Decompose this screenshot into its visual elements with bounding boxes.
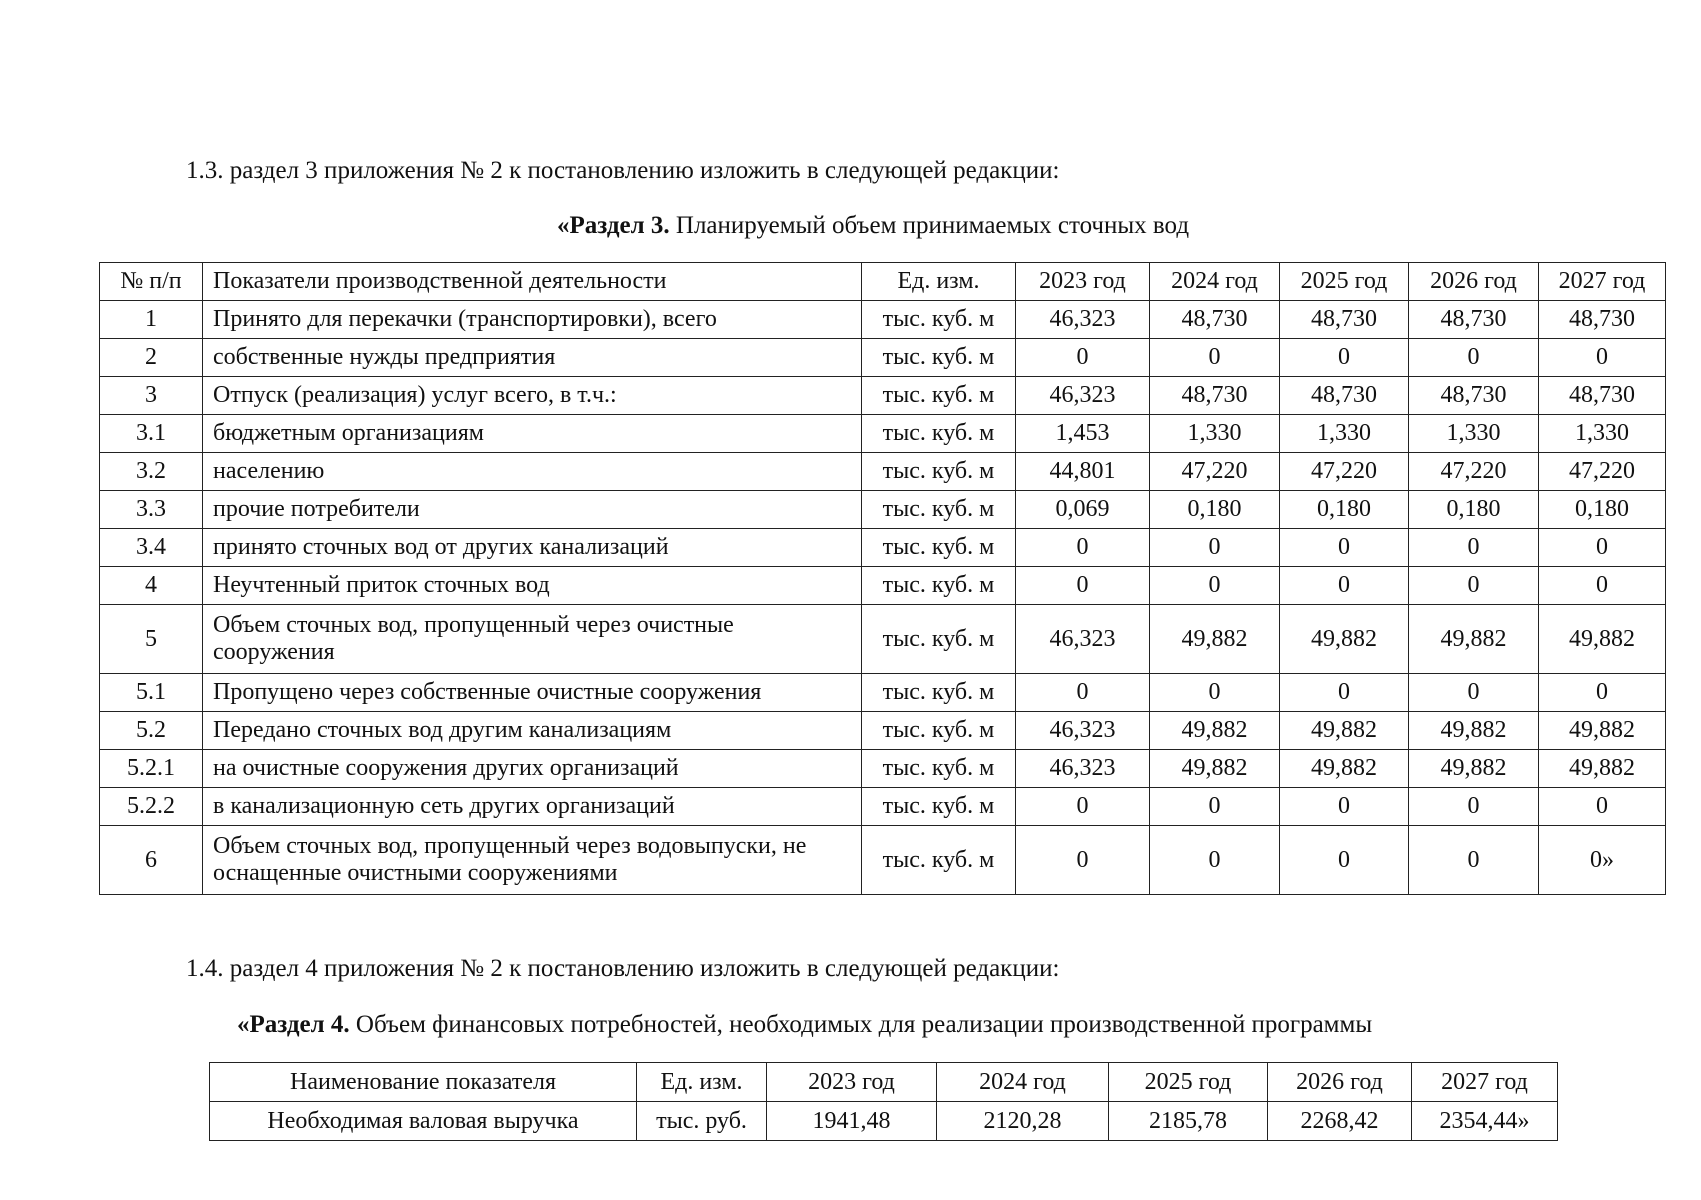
value-cell: 0 [1539, 567, 1666, 605]
indicator-name-cell: на очистные сооружения других организаций [203, 750, 862, 788]
value-cell: 0 [1016, 826, 1150, 895]
unit-cell: тыс. куб. м [862, 605, 1016, 674]
indicator-name-cell: Передано сточных вод другим канализациям [203, 712, 862, 750]
value-cell: 0 [1409, 567, 1539, 605]
value-cell: 49,882 [1409, 712, 1539, 750]
table-row [100, 567, 1666, 605]
row-number-cell: 5 [100, 605, 203, 674]
value-cell: 1,330 [1150, 415, 1280, 453]
value-cell: 0,180 [1539, 491, 1666, 529]
value-cell: 48,730 [1150, 377, 1280, 415]
unit-cell: тыс. руб. [637, 1102, 767, 1141]
value-cell: 46,323 [1016, 301, 1150, 339]
unit-cell: тыс. куб. м [862, 377, 1016, 415]
value-cell: 0 [1016, 529, 1150, 567]
row-number-cell: 3.4 [100, 529, 203, 567]
value-cell: 46,323 [1016, 750, 1150, 788]
value-cell: 2268,42 [1268, 1102, 1412, 1141]
indicator-name-cell: принято сточных вод от других канализаций [203, 529, 862, 567]
table-row [100, 491, 1666, 529]
value-cell: 0 [1409, 529, 1539, 567]
value-cell: 48,730 [1539, 377, 1666, 415]
value-cell: 44,801 [1016, 453, 1150, 491]
value-cell: 0 [1150, 674, 1280, 712]
value-cell: 0» [1539, 826, 1666, 895]
table-row [100, 377, 1666, 415]
row-number-cell: 1 [100, 301, 203, 339]
value-cell: 49,882 [1280, 750, 1409, 788]
value-cell: 48,730 [1409, 301, 1539, 339]
section-4-heading [237, 1010, 1372, 1040]
value-cell: 0 [1280, 788, 1409, 826]
value-cell: 47,220 [1280, 453, 1409, 491]
indicator-name-cell: бюджетным организациям [203, 415, 862, 453]
header-cell: 2025 год [1280, 263, 1409, 301]
wastewater-volume-table [99, 262, 1666, 895]
section-4-heading-bold: «Раздел 4. [237, 1011, 350, 1038]
table-row [100, 674, 1666, 712]
value-cell: 1,330 [1280, 415, 1409, 453]
value-cell: 49,882 [1150, 712, 1280, 750]
value-cell: 0 [1409, 788, 1539, 826]
value-cell: 0 [1539, 339, 1666, 377]
header-cell: 2027 год [1412, 1063, 1558, 1102]
value-cell: 0 [1016, 567, 1150, 605]
value-cell: 1,330 [1539, 415, 1666, 453]
header-cell: Показатели производственной деятельности [203, 263, 862, 301]
header-cell: Ед. изм. [862, 263, 1016, 301]
value-cell: 46,323 [1016, 712, 1150, 750]
header-cell: Наименование показателя [210, 1063, 637, 1102]
unit-cell: тыс. куб. м [862, 415, 1016, 453]
value-cell: 0 [1280, 529, 1409, 567]
indicator-name-cell: собственные нужды предприятия [203, 339, 862, 377]
table-header-row [100, 263, 1666, 301]
value-cell: 48,730 [1280, 301, 1409, 339]
section-3-heading [557, 211, 1189, 241]
table-row [100, 826, 1666, 895]
header-cell: № п/п [100, 263, 203, 301]
value-cell: 2120,28 [937, 1102, 1109, 1141]
unit-cell: тыс. куб. м [862, 788, 1016, 826]
header-cell: 2026 год [1268, 1063, 1412, 1102]
value-cell: 47,220 [1539, 453, 1666, 491]
row-number-cell: 5.2.2 [100, 788, 203, 826]
indicator-name-cell: Объем сточных вод, пропущенный через водовыпуски, не оснащенные очистными сооружениями [203, 826, 862, 895]
row-number-cell: 4 [100, 567, 203, 605]
row-number-cell: 5.2.1 [100, 750, 203, 788]
indicator-name-cell: Объем сточных вод, пропущенный через очистные сооружения [203, 605, 862, 674]
value-cell: 0 [1280, 339, 1409, 377]
table-row [100, 339, 1666, 377]
unit-cell: тыс. куб. м [862, 301, 1016, 339]
row-number-cell: 3.2 [100, 453, 203, 491]
value-cell: 48,730 [1280, 377, 1409, 415]
indicator-name-cell: прочие потребители [203, 491, 862, 529]
wastewater-table-body [100, 263, 1666, 895]
value-cell: 0,069 [1016, 491, 1150, 529]
indicator-name-cell: в канализационную сеть других организаций [203, 788, 862, 826]
header-cell: 2025 год [1109, 1063, 1268, 1102]
value-cell: 2354,44» [1412, 1102, 1558, 1141]
value-cell: 0 [1539, 529, 1666, 567]
value-cell: 49,882 [1409, 750, 1539, 788]
unit-cell: тыс. куб. м [862, 339, 1016, 377]
value-cell: 49,882 [1280, 605, 1409, 674]
value-cell: 0 [1150, 529, 1280, 567]
row-number-cell: 3.3 [100, 491, 203, 529]
value-cell: 0 [1280, 567, 1409, 605]
row-number-cell: 3.1 [100, 415, 203, 453]
row-number-cell: 2 [100, 339, 203, 377]
section-1-4-intro: 1.4. раздел 4 приложения № 2 к постановлению изложить в следующей редакции: [186, 955, 1060, 982]
value-cell: 46,323 [1016, 377, 1150, 415]
value-cell: 1,453 [1016, 415, 1150, 453]
unit-cell: тыс. куб. м [862, 712, 1016, 750]
value-cell: 0 [1409, 339, 1539, 377]
row-number-cell: 5.2 [100, 712, 203, 750]
value-cell: 0 [1150, 567, 1280, 605]
value-cell: 0 [1016, 788, 1150, 826]
value-cell: 49,882 [1539, 750, 1666, 788]
value-cell: 0 [1016, 339, 1150, 377]
header-cell: 2024 год [1150, 263, 1280, 301]
indicator-name-cell: Неучтенный приток сточных вод [203, 567, 862, 605]
value-cell: 0 [1150, 826, 1280, 895]
value-cell: 0 [1539, 674, 1666, 712]
section-4-heading-text: Объем финансовых потребностей, необходимых для реализации производственной программы [349, 1011, 1373, 1038]
unit-cell: тыс. куб. м [862, 491, 1016, 529]
value-cell: 49,882 [1539, 605, 1666, 674]
header-cell: 2024 год [937, 1063, 1109, 1102]
value-cell: 1941,48 [767, 1102, 937, 1141]
row-number-cell: 5.1 [100, 674, 203, 712]
financial-table-body [210, 1063, 1558, 1141]
value-cell: 48,730 [1539, 301, 1666, 339]
table-row [100, 712, 1666, 750]
indicator-name-cell: Пропущено через собственные очистные сооружения [203, 674, 862, 712]
unit-cell: тыс. куб. м [862, 750, 1016, 788]
value-cell: 49,882 [1150, 605, 1280, 674]
value-cell: 49,882 [1539, 712, 1666, 750]
value-cell: 0,180 [1280, 491, 1409, 529]
row-number-cell: 6 [100, 826, 203, 895]
value-cell: 48,730 [1409, 377, 1539, 415]
row-number-cell: 3 [100, 377, 203, 415]
indicator-name-cell: Принято для перекачки (транспортировки), всего [203, 301, 862, 339]
header-cell: Ед. изм. [637, 1063, 767, 1102]
header-cell: 2023 год [1016, 263, 1150, 301]
value-cell: 49,882 [1150, 750, 1280, 788]
header-cell: 2027 год [1539, 263, 1666, 301]
table-row [100, 415, 1666, 453]
value-cell: 0,180 [1409, 491, 1539, 529]
value-cell: 0 [1539, 788, 1666, 826]
value-cell: 0 [1150, 339, 1280, 377]
value-cell: 0 [1280, 674, 1409, 712]
value-cell: 0 [1409, 674, 1539, 712]
indicator-name-cell: Отпуск (реализация) услуг всего, в т.ч.: [203, 377, 862, 415]
table-row [100, 750, 1666, 788]
table-row [100, 301, 1666, 339]
value-cell: 48,730 [1150, 301, 1280, 339]
value-cell: 0 [1016, 674, 1150, 712]
value-cell: 47,220 [1409, 453, 1539, 491]
table-header-row [210, 1063, 1558, 1102]
value-cell: 0,180 [1150, 491, 1280, 529]
header-cell: 2026 год [1409, 263, 1539, 301]
section-1-3-intro: 1.3. раздел 3 приложения № 2 к постановлению изложить в следующей редакции: [186, 157, 1060, 184]
table-row [100, 605, 1666, 674]
financial-needs-table [209, 1062, 1558, 1141]
value-cell: 46,323 [1016, 605, 1150, 674]
value-cell: 47,220 [1150, 453, 1280, 491]
value-cell: 1,330 [1409, 415, 1539, 453]
indicator-name-cell: Необходимая валовая выручка [210, 1102, 637, 1141]
unit-cell: тыс. куб. м [862, 567, 1016, 605]
value-cell: 0 [1150, 788, 1280, 826]
unit-cell: тыс. куб. м [862, 826, 1016, 895]
unit-cell: тыс. куб. м [862, 453, 1016, 491]
unit-cell: тыс. куб. м [862, 674, 1016, 712]
indicator-name-cell: населению [203, 453, 862, 491]
value-cell: 0 [1409, 826, 1539, 895]
value-cell: 2185,78 [1109, 1102, 1268, 1141]
table-row [100, 788, 1666, 826]
value-cell: 49,882 [1409, 605, 1539, 674]
section-3-heading-bold: «Раздел 3. [557, 212, 670, 239]
value-cell: 0 [1280, 826, 1409, 895]
value-cell: 49,882 [1280, 712, 1409, 750]
section-3-heading-text: Планируемый объем принимаемых сточных вод [669, 212, 1190, 239]
header-cell: 2023 год [767, 1063, 937, 1102]
table-row [210, 1102, 1558, 1141]
table-row [100, 529, 1666, 567]
table-row [100, 453, 1666, 491]
unit-cell: тыс. куб. м [862, 529, 1016, 567]
